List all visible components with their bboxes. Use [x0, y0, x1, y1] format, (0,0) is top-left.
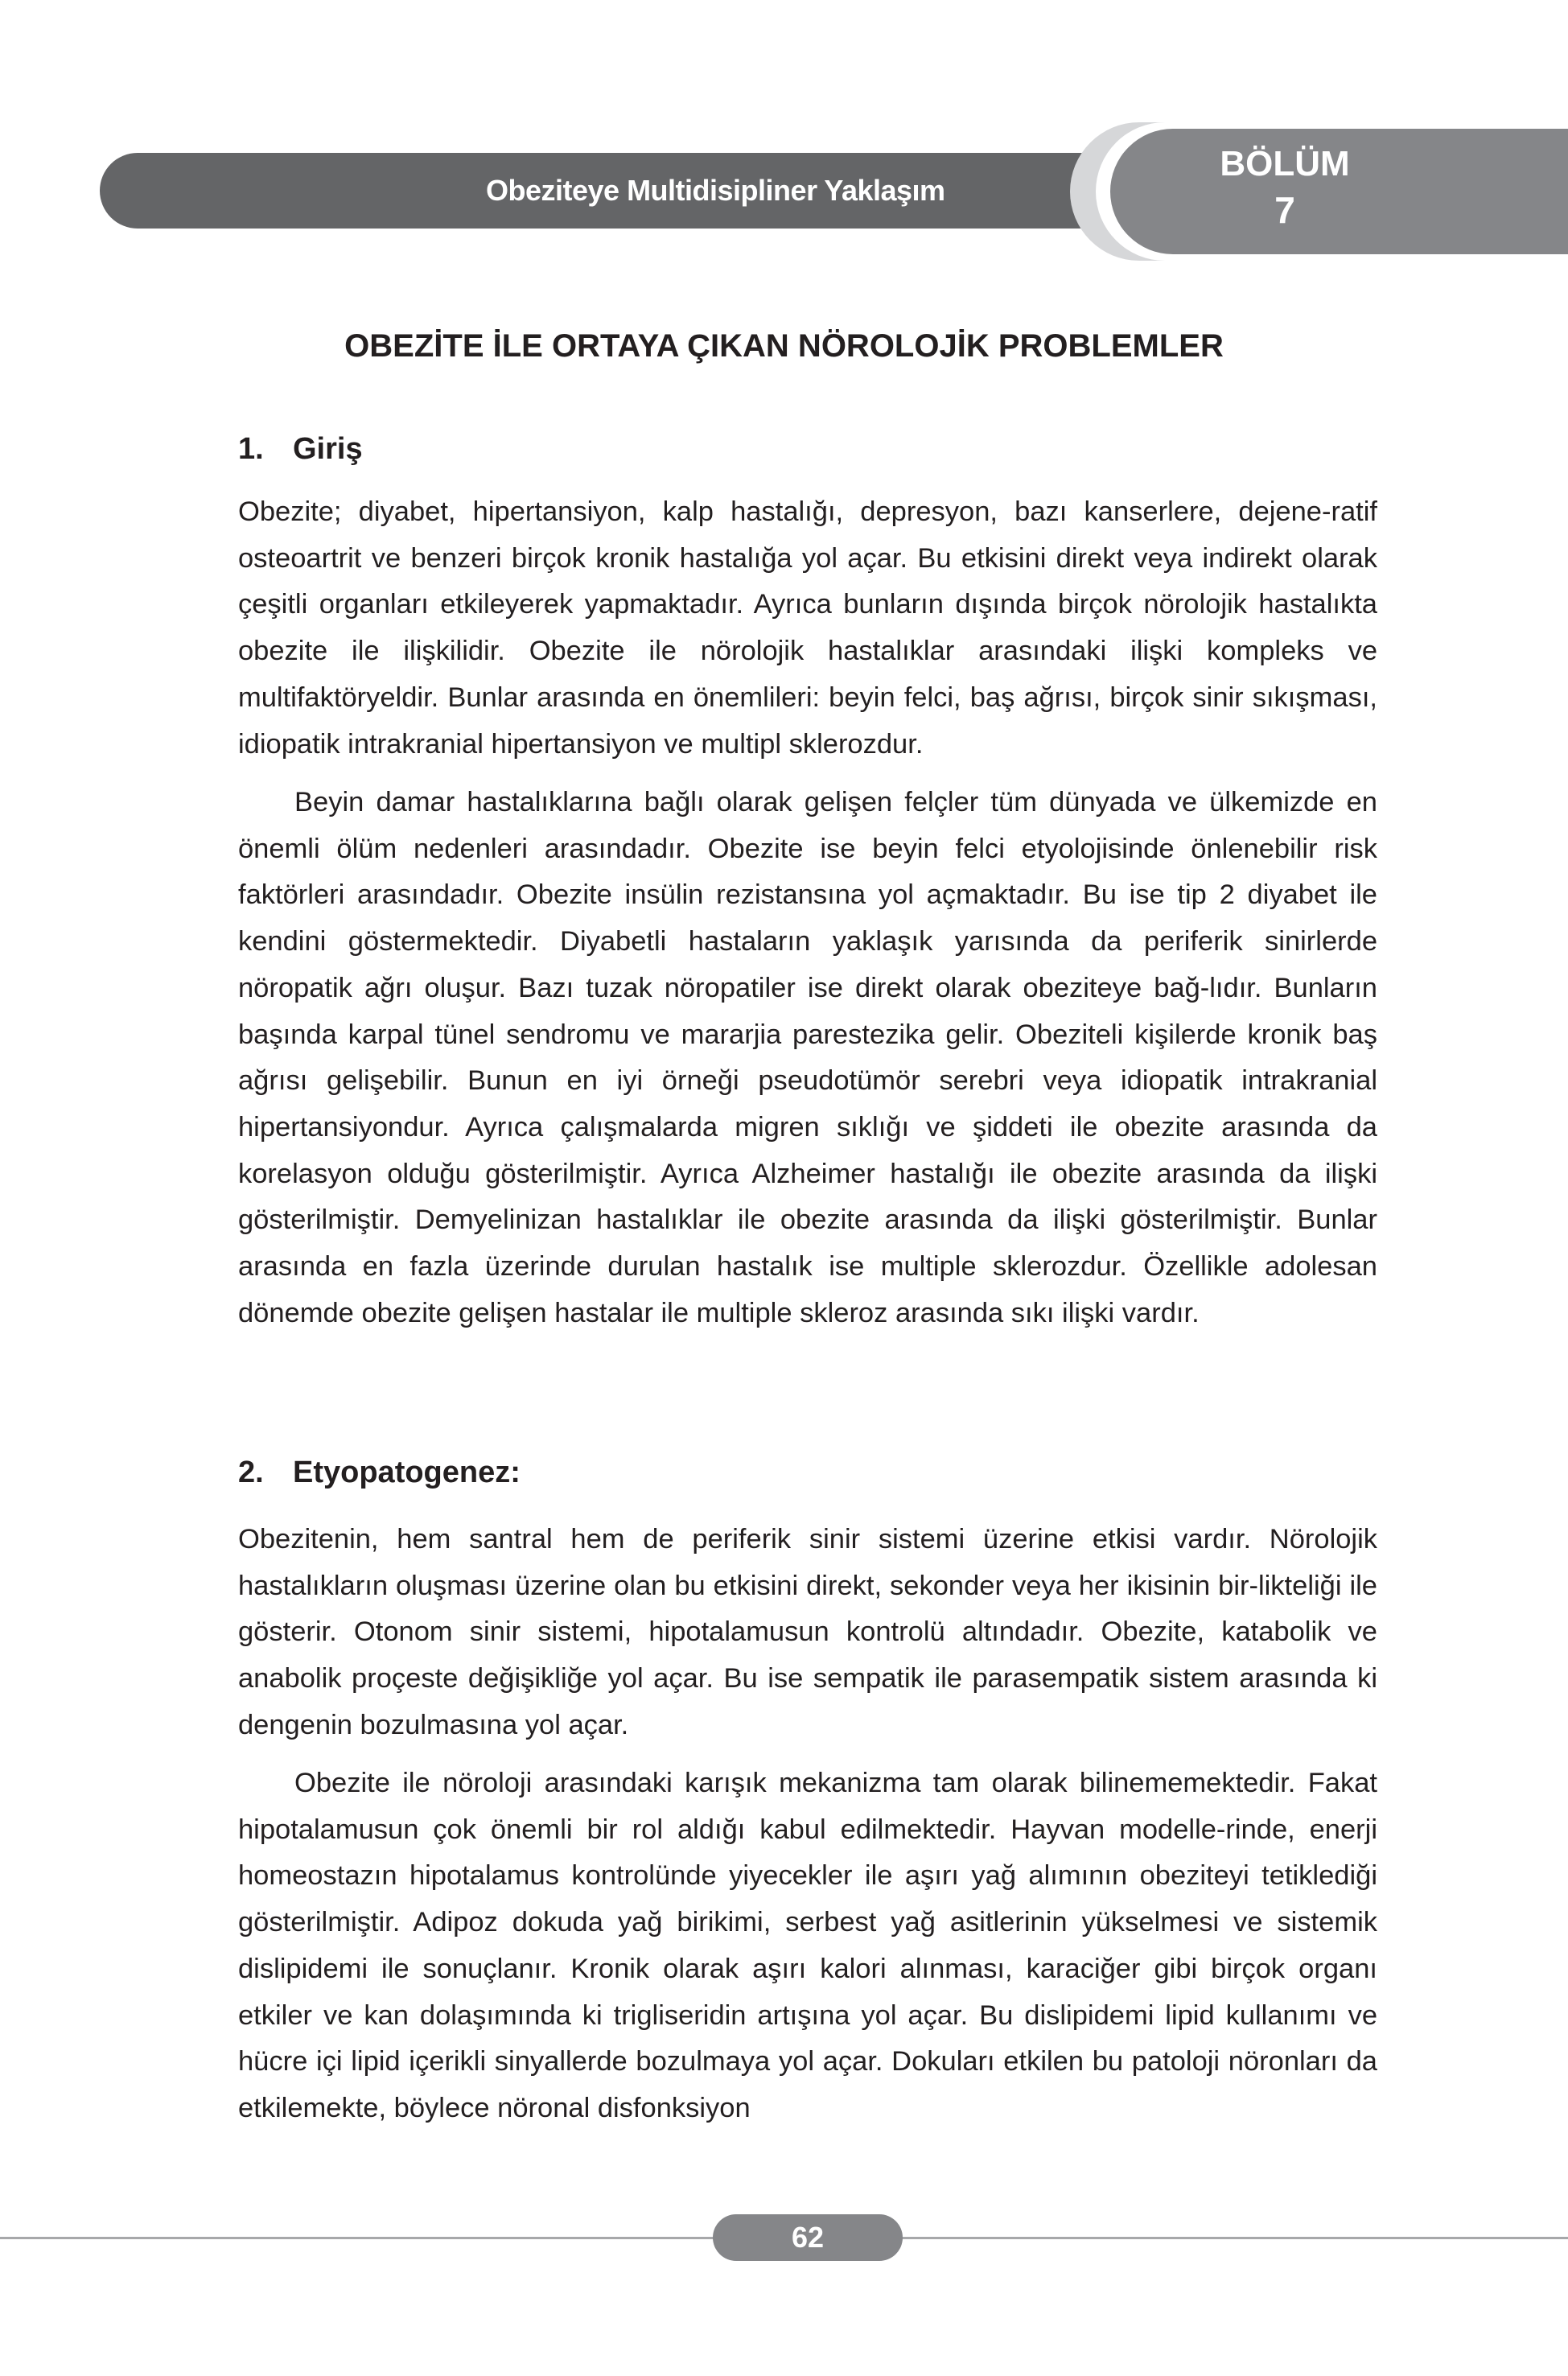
chapter-label: BÖLÜM [1220, 144, 1350, 183]
running-title: Obeziteye Multidisipliner Yaklaşım [486, 174, 945, 207]
paragraph: Obezitenin, hem santral hem de periferik sinir sistemi üzerine etkisi vardır. Nörolojik hastalıkların oluşması üzerine olan bu etkisini direkt, sekonder veya her ikisinin bir-likteliği ile gösterir. Otonom sinir sistemi, hipotalamusun kontrolü altındadır. Obezite, katabolik ve anabolik proçeste değişikliğe yol açar. Bu ise sempatik ile parasempatik sistem arasında ki dengenin bozulmasına yol açar. [238, 1524, 1377, 1740]
running-header-bar [100, 153, 1097, 229]
section-number: 1. [238, 432, 264, 466]
section-title: Etyopatogenez: [293, 1456, 521, 1489]
paragraph: Obezite; diyabet, hipertansiyon, kalp hastalığı, depresyon, bazı kanserlere, dejene-ratif osteoartrit ve benzeri birçok kronik hastalığa yol açar. Bu etkisini direkt veya indirekt olarak çeşitli organları etkileyerek yapmaktadır. Ayrıca bunların dışında birçok nörolojik hastalıkta obezite ile ilişkilidir. Obezite ile nörolojik hastalıklar arasındaki ilişki kompleks ve multifaktöryeldir. Bunlar arasında en önemlileri: beyin felci, baş ağrısı, birçok sinir sıkışması, idiopatik intrakranial hipertansiyon ve multipl sklerozdur. [238, 496, 1377, 760]
section-number: 2. [238, 1456, 264, 1489]
page-number: 62 [713, 2214, 903, 2261]
section-heading-etyopatogenez [238, 1448, 521, 1497]
paragraph: Obezite ile nöroloji arasındaki karışık mekanizma tam olarak bilinememektedir. Fakat hipotalamusun çok önemli bir rol aldığı kabul edilmektedir. Hayvan modelle-rinde, enerji homeostazın hipotalamus kontrolünde yiyecekler ile aşırı yağ alımının obeziteyi tetiklediği gösterilmiştir. Adipoz dokuda yağ birikimi, serbest yağ asitlerinin yükselmesi ve sistemik dislipidemi ile sonuçlanır. Kronik olarak aşırı kalori alınması, karaciğer gibi birçok organı etkiler ve kan dolaşımında ki trigliseridin artışına yol açar. Bu dislipidemi lipid kullanımı ve hücre içi lipid içerikli sinyallerde bozulmaya yol açar. Dokuları etkilen bu patoloji nöronları da etkilemekte, böylece nöronal disfonksiyon [238, 1768, 1377, 2123]
section-heading-giris [238, 425, 363, 473]
paragraph: Beyin damar hastalıklarına bağlı olarak gelişen felçler tüm dünyada ve ülkemizde en önemli ölüm nedenleri arasındadır. Obezite ise beyin felci etyolojisinde önlenebilir risk faktörleri arasındadır. Obezite insülin rezistansına yol açmaktadır. Bu ise tip 2 diyabet ile kendini göstermektedir. Diyabetli hastaların yaklaşık yarısında da periferik sinirlerde nöropatik ağrı oluşur. Bazı tuzak nöropatiler ise direkt olarak obeziteye bağ-lıdır. Bunların başında karpal tünel sendromu ve mararjia parestezika gelir. Obeziteli kişilerde kronik baş ağrısı gelişebilir. Bunun en iyi örneği pseudotümör serebri veya idiopatik intrakranial hipertansiyondur. Ayrıca çalışmalarda migren sıklığı ve şiddeti ile obezite arasında da korelasyon olduğu gösterilmiştir. Ayrıca Alzheimer hastalığı ile obezite arasında da ilişki gösterilmiştir. Demyelinizan hastalıklar ile obezite arasında da ilişki gösterilmiştir. Bunlar arasında en fazla üzerinde durulan hastalık ise multiple sklerozdur. Özellikle adolesan dönemde obezite gelişen hastalar ile multiple skleroz arasında sıkı ilişki vardır. [238, 787, 1377, 1328]
chapter-title: OBEZİTE İLE ORTAYA ÇIKAN NÖROLOJİK PROBLEMLER [344, 328, 1224, 364]
section-title: Giriş [293, 432, 363, 466]
chapter-number: 7 [1274, 189, 1295, 231]
